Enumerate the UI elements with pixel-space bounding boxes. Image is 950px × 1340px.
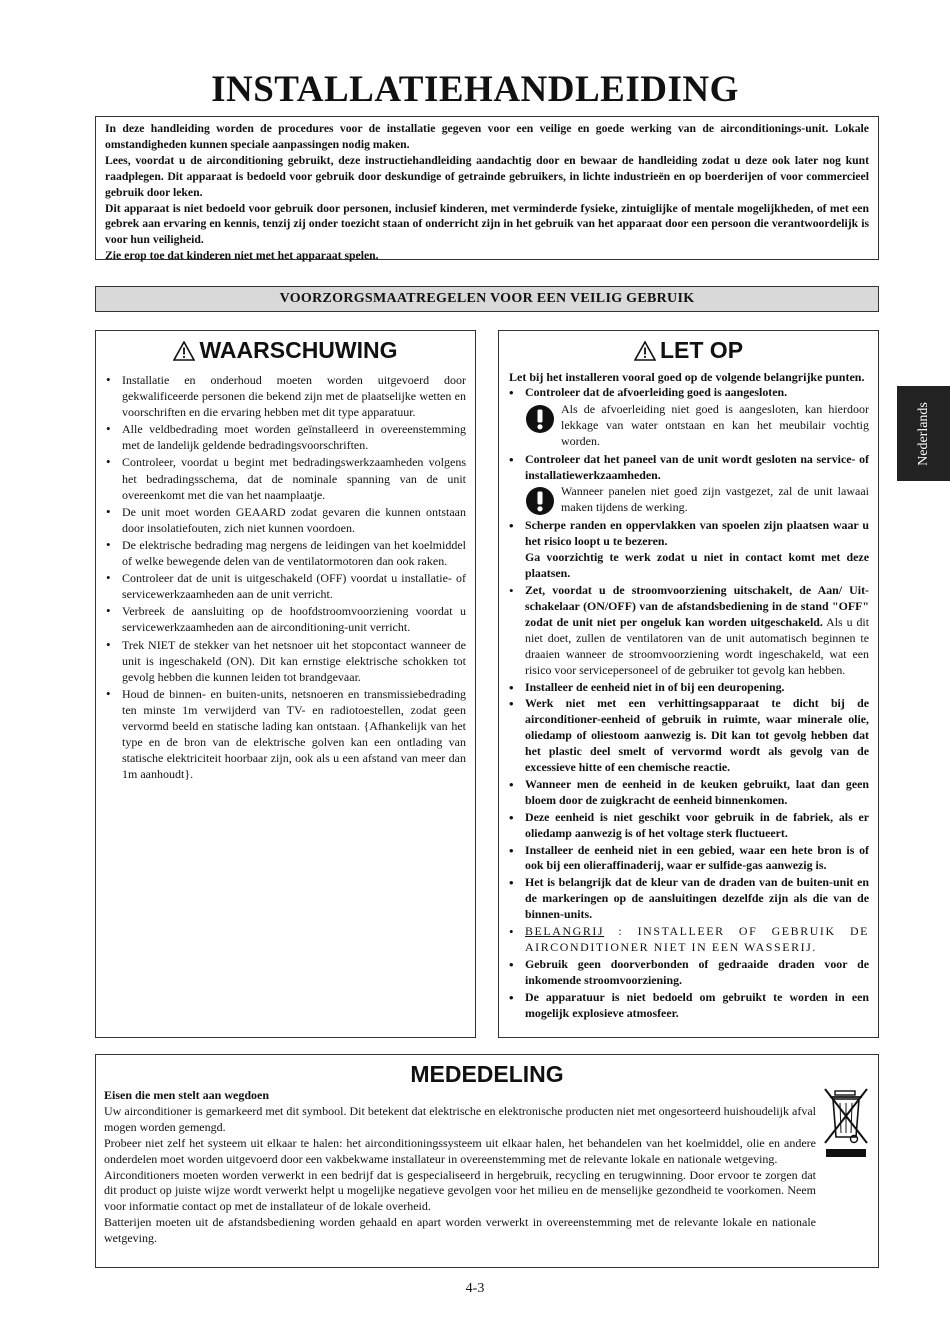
list-item-text: Zet, voordat u de stroomvoorziening uitschakelt, de Aan/ Uit-schakelaar (ON/OFF) van de afstandsbediening in de stand "OFF" zodat de unit niet per ongeluk kan worden uitgeschakeld. xyxy=(525,583,869,629)
list-item xyxy=(509,518,869,582)
list-item xyxy=(509,452,869,517)
list-item: • Verbreek de aansluiting op de hoofdstroomvoorziening voordat u servicewerkzaamheden aan de airconditioning-unit verricht. xyxy=(106,603,466,635)
list-item: • Installatie en onderhoud moeten worden uitgevoerd door gekwalificeerde personen die bekend zijn met de plaatselijke wetten en voorschriften en die ervaring hebben met dit type apparatuur. xyxy=(106,372,466,420)
caution-note xyxy=(525,484,869,516)
list-item-text: Controleer dat de afvoerleiding goed is aangesloten. xyxy=(525,385,788,399)
list-item: • De apparatuur is niet bedoeld om gebruikt te worden in een mogelijk explosieve atmosfeer. xyxy=(509,990,869,1022)
warning-heading xyxy=(96,337,475,367)
language-tab xyxy=(897,386,950,481)
page-number: 4-3 xyxy=(465,1281,485,1296)
list-item: • Alle veldbedrading moet worden geïnstalleerd in overeenstemming met de landelijk geldende bedradingsvoorschriften. xyxy=(106,421,466,453)
caution-note-text: Wanneer panelen niet goed zijn vastgezet, zal de unit lawaai maken tijdens de werking. xyxy=(561,484,869,515)
exclamation-icon xyxy=(525,404,555,434)
caution-note xyxy=(525,402,869,450)
list-item-text: : INSTALLEER OF GEBRUIK DE AIRCONDITIONER NIET IN EEN WASSERIJ. xyxy=(525,924,869,954)
notice-paragraph: Probeer niet zelf het systeem uit elkaar te halen: het airconditioningssysteem uit elkaar halen, het behandelen van het koelmiddel, olie en andere onderdelen moet worden uitgevoerd door een vakbekwame installateur in overeenstemming met de relevante lokale en nationale wetgeving. xyxy=(104,1135,816,1166)
caution-heading xyxy=(499,337,878,367)
list-item: • De elektrische bedrading mag nergens de leidingen van het koelmiddel of welke bewegende delen van de ventilatormotoren dan ook raken. xyxy=(106,537,466,569)
intro-paragraph: Zie erop toe dat kinderen niet met het apparaat spelen. xyxy=(105,249,379,263)
intro-paragraph: In deze handleiding worden de procedures voor de installatie gegeven voor een veilige en goede werking van de airconditionings-unit. Lokale omstandigheden kunnen speciale aanpassingen nodig maken. xyxy=(105,122,869,151)
warning-triangle-icon xyxy=(634,341,656,361)
page-title: INSTALLATIEHANDLEIDING xyxy=(211,69,739,110)
language-tab-label: Nederlands xyxy=(915,401,931,466)
caution-box xyxy=(498,330,879,1038)
notice-paragraph: Uw airconditioner is gemarkeerd met dit symbool. Dit betekent dat elektrische en elektronische producten niet met ongesorteerd huishoudelijk afval mogen worden gemengd. xyxy=(104,1103,816,1134)
list-item: • Controleer dat de unit is uitgeschakeld (OFF) voordat u installatie- of servicewerkzaamheden aan de unit verricht. xyxy=(106,570,466,602)
list-item xyxy=(509,385,869,450)
notice-box xyxy=(95,1054,879,1268)
list-item: • Houd de binnen- en buiten-units, netsnoeren en transmissiebedrading ten minste 1m verwijderd van TV- en radiotoestellen, zodat geen vervormd beeld en statische lading kan ontstaan. {Afhankelijk van het type en de bron van de elektrische golven kan een ontlading van statische elektriciteit hoorbaar zijn, ook als u een afstand van meer dan 1m aanhoudt}. xyxy=(106,686,466,783)
exclamation-icon xyxy=(525,486,555,516)
list-item-text: Ga voorzichtig te werk zodat u niet in contact komt met deze plaatsen. xyxy=(525,550,869,581)
list-item xyxy=(509,924,869,956)
warning-list xyxy=(96,372,475,782)
warning-triangle-icon xyxy=(173,341,195,361)
list-item-text: Controleer dat het paneel van de unit wordt gesloten na service- of installatiewerkzaamheden. xyxy=(525,451,869,482)
caution-note-text: Als de afvoerleiding niet goed is aangesloten, kan hierdoor lekkage van water ontstaan en kan het meubilair vochtig worden. xyxy=(561,401,869,448)
list-item xyxy=(509,583,869,678)
list-item: • Deze eenheid is niet geschikt voor gebruik in de fabriek, als er oliedamp aanwezig is of het voltage sterk fluctueert. xyxy=(509,810,869,842)
notice-body xyxy=(104,1088,816,1247)
caution-heading-text: LET OP xyxy=(659,337,744,363)
list-item: • Controleer, voordat u begint met bedradingswerkzaamheden volgens het bedradingsschema, dat de nominale spanning van de unit overeenkomt met die van het naamplaatje. xyxy=(106,454,466,502)
safety-banner: VOORZORGSMAATREGELEN VOOR EEN VEILIG GEBRUIK xyxy=(95,286,879,312)
intro-paragraph: Dit apparaat is niet bedoeld voor gebruik door personen, inclusief kinderen, met verminderde fysieke, zintuiglijke of mentale mogelijkheden, of met een gebrek aan ervaring en kennis, tenzij zij onder toezicht staan of onderricht zijn in het gebruik van het apparaat door een persoon die verantwoordelijk is voor hun veiligheid. xyxy=(105,201,869,247)
list-item: • Trek NIET de stekker van het netsnoer uit het stopcontact wanneer de unit is ingeschakeld (ON). Dit kan ernstige elektrische schokken tot gevolg hebben die kunnen leiden tot brandgevaar. xyxy=(106,637,466,685)
list-item: • Installeer de eenheid niet in een gebied, waar een hete bron is of ook bij een olieraffinaderij, waar er sulfide-gas aanwezig is. xyxy=(509,843,869,875)
list-item: • Installeer de eenheid niet in of bij een deuropening. xyxy=(509,680,869,696)
list-item-text: Scherpe randen en oppervlakken van spoelen zijn plaatsen waar u het risico loopt u te bezeren. xyxy=(525,518,869,549)
list-item-text: Als u dit niet doet, zullen de ventilatoren van de unit automatisch beginnen te draaien wanneer de stroomvoorziening wordt ingeschakeld, wat een risico voor servicepersoneel of de gebruiker tot gevolg kan hebben. xyxy=(525,614,870,677)
list-item: • Wanneer men de eenheid in de keuken gebruikt, laat dan geen bloem door de zuigkracht de eenheid binnenkomen. xyxy=(509,777,869,809)
caution-list xyxy=(499,385,878,1022)
notice-paragraph: Batterijen moeten uit de afstandsbediening worden gehaald en apart worden verwerkt in overeenstemming met de relevante lokale en nationale wetgeving. xyxy=(104,1215,816,1246)
list-item: • De unit moet worden GEAARD zodat gevaren die kunnen ontstaan door insolatiefouten, zich niet kunnen voordoen. xyxy=(106,504,466,536)
list-item: • Het is belangrijk dat de kleur van de draden van de buiten-unit en de markeringen op de aansluitingen dezelfde zijn als die van de binnen-units. xyxy=(509,875,869,923)
notice-paragraph: Airconditioners moeten worden verwerkt in een bedrijf dat is gespecialiseerd in hergebruik, recycling en terugwinning. Door ervoor te zorgen dat dit product op juiste wijze wordt verwerkt helpt u mogelijke negatieve gevolgen voor het milieu en de menselijke gezondheid te voorkomen. Neem voor informatie contact op met de installateur of de lokale overheid. xyxy=(104,1167,816,1214)
notice-subheading: Eisen die men stelt aan wegdoen xyxy=(104,1088,269,1102)
list-item: • Gebruik geen doorverbonden of gedraaide draden voor de inkomende stroomvoorziening. xyxy=(509,957,869,989)
caution-lead: Let bij het installeren vooral goed op de volgende belangrijke punten. xyxy=(509,370,865,384)
warning-box xyxy=(95,330,476,1038)
warning-heading-text: WAARSCHUWING xyxy=(199,337,398,363)
list-item: • Werk niet met een verhittingsapparaat te dicht bij de airconditioner-eenheid of gebruik in ruimte, waar minerale olie, oliedamp of oliestoom aanwezig is. Dit kan tot gevolg hebben dat het plastic deel smelt of vervormd wordt als gevolg van de excessieve hitte of een chemische reactie. xyxy=(509,696,869,776)
intro-box xyxy=(95,116,879,263)
list-item-text: BELANGRIJ xyxy=(525,924,605,939)
notice-heading: MEDEDELING xyxy=(410,1061,564,1087)
crossed-bin-icon xyxy=(822,1085,870,1161)
intro-paragraph: Lees, voordat u de airconditioning gebruikt, deze instructiehandleiding aandachtig door en bewaar de handleiding zodat u deze ook later nog kunt raadplegen. Dit apparaat is bedoeld voor gebruik door deskundige of getrainde gebruikers, in lichte industrieën en op boerderijen of voor commercieel gebruik door leken. xyxy=(105,153,869,199)
